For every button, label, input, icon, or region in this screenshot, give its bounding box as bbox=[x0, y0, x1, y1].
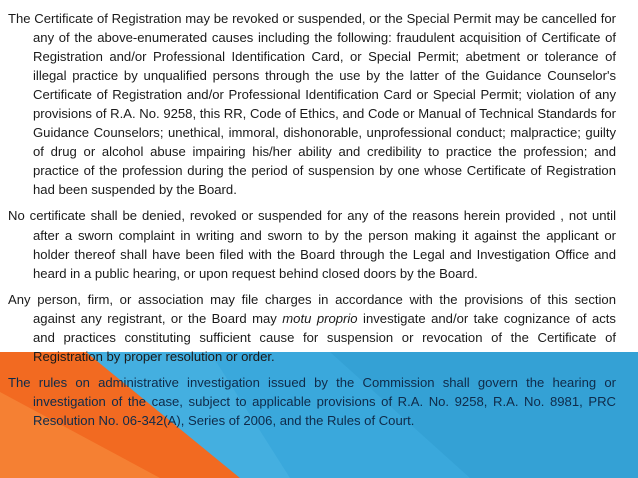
paragraph-filing-charges-part-2: investigate and/or take cognizance of acts and practices constituting sufficient cause for suspension or revocation of the Certificate of Registration by proper resolution or order. bbox=[33, 310, 616, 364]
motu-proprio-emphasis: motu proprio bbox=[282, 310, 358, 326]
paragraph-filing-charges-part-1: Any person, firm, or association may file charges in accordance with the provisions of this section against any registrant, or the Board may bbox=[8, 291, 616, 326]
paragraph-administrative-rules: The rules on administrative investigation issued by the Commission shall govern the hearing or investigation of the case, subject to applicable provisions of R.A. No. 9258, R.A. No. 8981, PRC Resolution No. 06-342(A), Series of 2006, and the Rules of Court. bbox=[8, 374, 616, 428]
paragraph-revocation-causes: The Certificate of Registration may be revoked or suspended, or the Special Permit may be cancelled for any of the above-enumerated causes including the following: fraudulent acquisition of Certificate of Registration and/or Professional Identification Card, or Special Permit; abetment or tolerance of illegal practice by unqualified persons through the use by the latter of the Guidance Counselor's Certificate of Registration and/or Professional Identification Card or Special Permit; violation of any provisions of R.A. No. 9258, this RR, Code of Ethics, and Code or Manual of Technical Standards for Guidance Counselors; unethical, immoral, dishonorable, unprofessional conduct; malpractice; guilty of drug or alcohol abuse impairing his/her ability and credibility to practice the profession; and practice of the profession during the period of suspension by one whose Certificate of Registration had been suspended by the Board. bbox=[8, 11, 616, 198]
paragraph-no-denial-without-complaint: No certificate shall be denied, revoked or suspended for any of the reasons herein provided , not until after a sworn complaint in writing and sworn to by the person making it against the applicant or holder thereof shall have been filed with the Board through the Legal and Investigation Office and heard in a public hearing, or upon request behind closed doors by the Board. bbox=[8, 208, 616, 281]
slide-body-text bbox=[8, 9, 616, 437]
paragraph-filing-charges bbox=[8, 290, 616, 366]
